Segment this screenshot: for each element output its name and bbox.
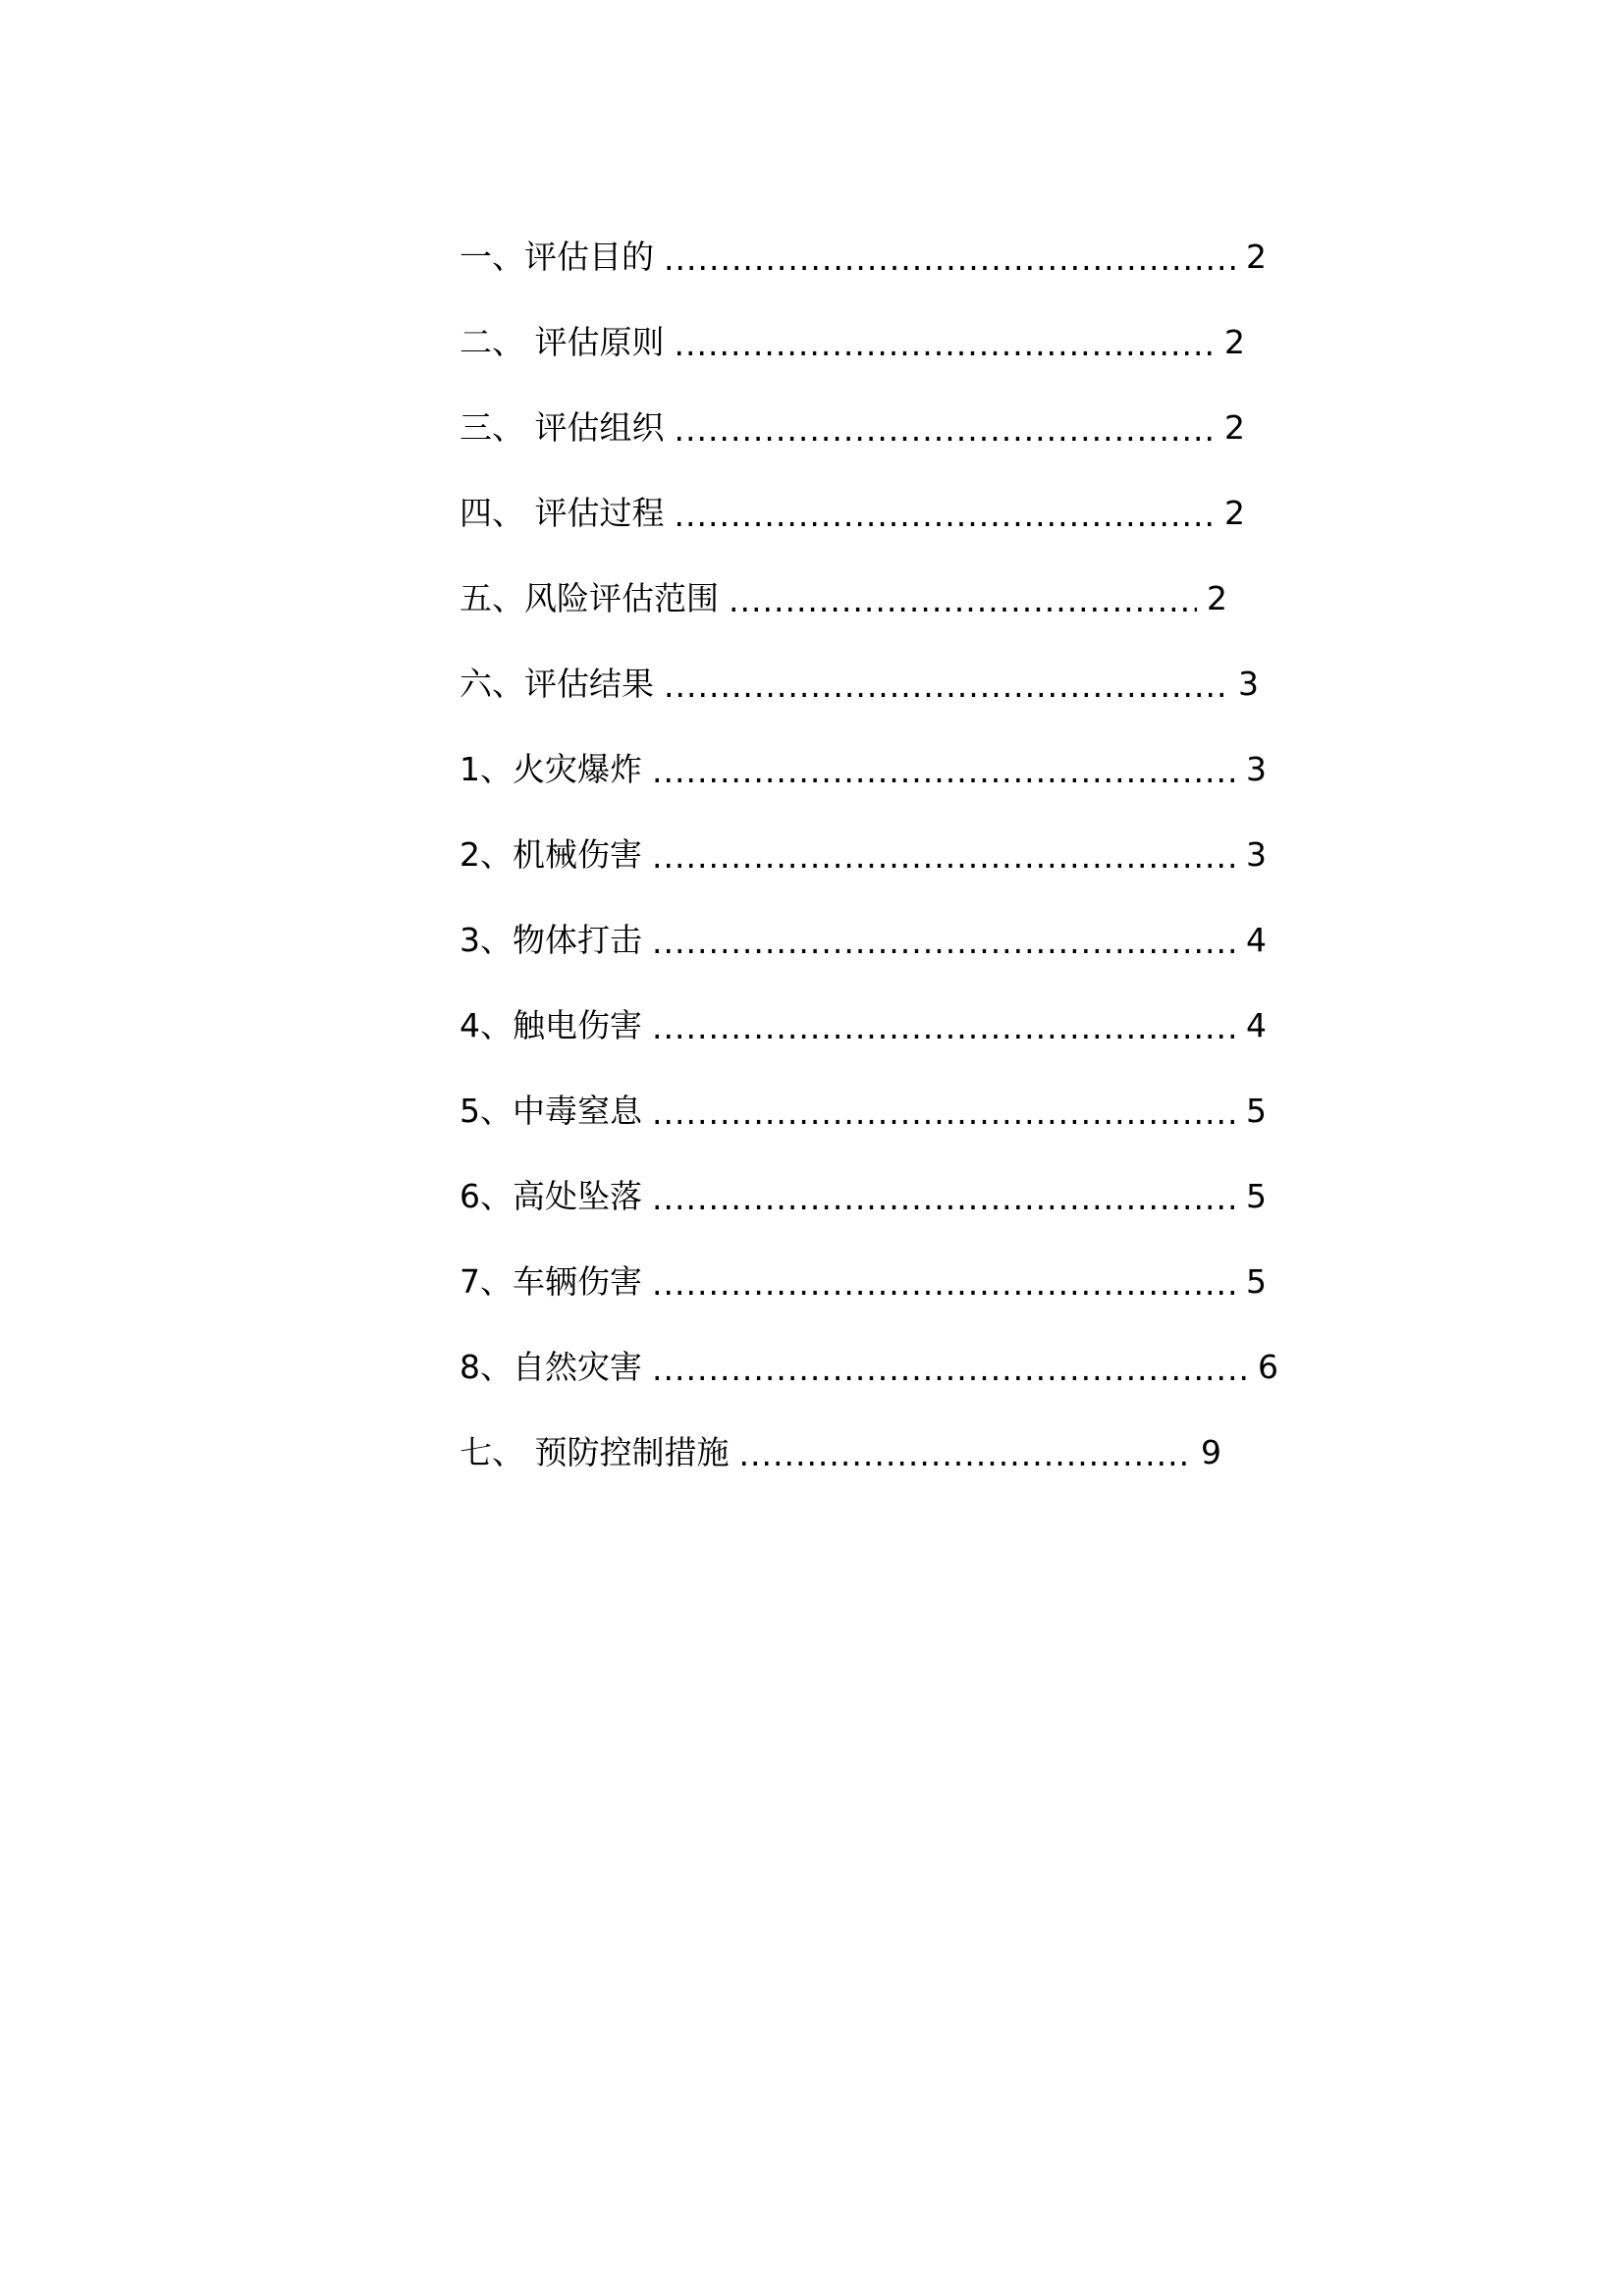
toc-entry-title: 6、高处坠落 xyxy=(460,1177,642,1215)
toc-entry-evaluation-purpose[interactable] xyxy=(460,233,1267,282)
toc-entry-title: 五、风险评估范围 xyxy=(460,579,719,617)
toc-entry-title: 7、车辆伤害 xyxy=(460,1262,642,1301)
toc-entry-natural-disaster[interactable] xyxy=(460,1343,1278,1392)
toc-entry-page-number: 9 xyxy=(1201,1433,1221,1471)
toc-entry-poisoning-asphyxiation[interactable] xyxy=(460,1087,1267,1136)
toc-entry-object-strike[interactable] xyxy=(460,916,1267,965)
toc-entry-title: 一、评估目的 xyxy=(460,238,654,276)
toc-entry-page-number: 6 xyxy=(1258,1348,1278,1386)
toc-entry-title: 四、 评估过程 xyxy=(460,494,665,532)
toc-entry-page-number: 5 xyxy=(1246,1262,1267,1301)
toc-dot-leader xyxy=(664,235,1236,284)
toc-entry-vehicle-injury[interactable] xyxy=(460,1257,1267,1307)
toc-entry-title: 六、评估结果 xyxy=(460,665,654,703)
toc-dot-leader xyxy=(652,832,1236,881)
toc-entry-page-number: 2 xyxy=(1224,408,1245,447)
toc-dot-leader xyxy=(729,576,1197,625)
toc-entry-title: 2、机械伤害 xyxy=(460,835,642,874)
toc-entry-evaluation-organization[interactable] xyxy=(460,403,1245,453)
toc-entry-fire-explosion[interactable] xyxy=(460,745,1267,794)
toc-entry-page-number: 3 xyxy=(1246,750,1267,788)
toc-entry-title: 8、自然灾害 xyxy=(460,1348,642,1386)
toc-entry-title: 3、物体打击 xyxy=(460,921,642,959)
toc-entry-electric-shock[interactable] xyxy=(460,1001,1267,1050)
toc-entry-page-number: 5 xyxy=(1246,1177,1267,1215)
toc-dot-leader xyxy=(652,747,1236,796)
toc-dot-leader xyxy=(652,1259,1236,1308)
toc-entry-page-number: 5 xyxy=(1246,1092,1267,1130)
toc-dot-leader xyxy=(675,491,1216,540)
toc-entry-evaluation-principles[interactable] xyxy=(460,318,1245,367)
toc-dot-leader xyxy=(664,662,1228,711)
toc-entry-page-number: 2 xyxy=(1224,323,1245,361)
toc-entry-title: 1、火灾爆炸 xyxy=(460,750,642,788)
toc-entry-prevention-control-measures[interactable] xyxy=(460,1428,1221,1477)
toc-dot-leader xyxy=(652,1089,1236,1138)
toc-entry-title: 三、 评估组织 xyxy=(460,408,665,447)
toc-entry-title: 七、 预防控制措施 xyxy=(460,1433,730,1471)
toc-entry-evaluation-results[interactable] xyxy=(460,660,1259,709)
toc-dot-leader xyxy=(652,1174,1236,1223)
toc-dot-leader xyxy=(652,1345,1248,1394)
toc-entry-mechanical-injury[interactable] xyxy=(460,830,1267,880)
toc-dot-leader xyxy=(675,320,1216,369)
toc-entry-title: 5、中毒窒息 xyxy=(460,1092,642,1130)
toc-dot-leader xyxy=(652,1003,1236,1052)
toc-entry-risk-assessment-scope[interactable] xyxy=(460,574,1227,623)
toc-entry-page-number: 2 xyxy=(1246,238,1267,276)
toc-entry-page-number: 2 xyxy=(1207,579,1227,617)
toc-entry-page-number: 4 xyxy=(1246,1006,1267,1044)
toc-entry-title: 二、 评估原则 xyxy=(460,323,665,361)
toc-entry-evaluation-process[interactable] xyxy=(460,489,1245,538)
toc-entry-page-number: 3 xyxy=(1246,835,1267,874)
toc-entry-fall-from-height[interactable] xyxy=(460,1172,1267,1221)
toc-entry-page-number: 4 xyxy=(1246,921,1267,959)
toc-entry-page-number: 3 xyxy=(1238,665,1259,703)
toc-entry-page-number: 2 xyxy=(1224,494,1245,532)
toc-dot-leader xyxy=(675,405,1216,454)
toc-entry-title: 4、触电伤害 xyxy=(460,1006,642,1044)
toc-dot-leader xyxy=(652,918,1236,967)
toc-dot-leader xyxy=(739,1430,1192,1479)
